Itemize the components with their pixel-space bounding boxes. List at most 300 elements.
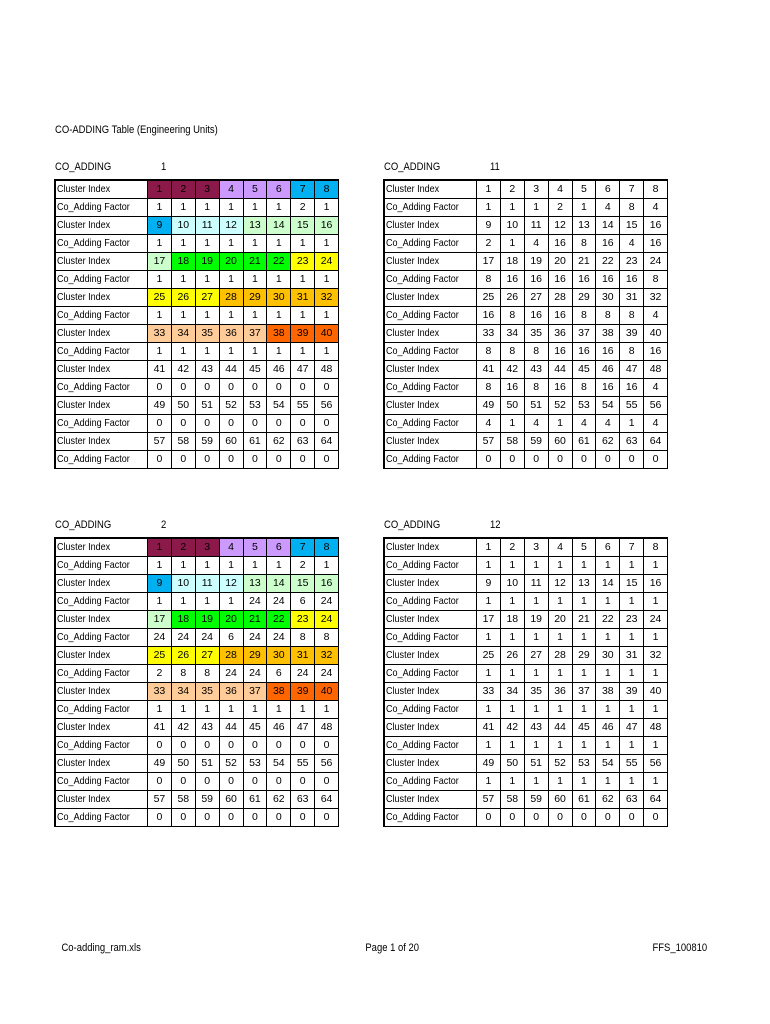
cluster-index-cell: 49 — [477, 755, 501, 773]
coadding-factor-cell: 0 — [315, 809, 339, 827]
coadding-factor-cell: 0 — [291, 809, 315, 827]
cluster-index-cell: 13 — [572, 217, 596, 235]
coadding-factor-row — [55, 379, 339, 397]
cluster-index-cell: 19 — [195, 253, 219, 271]
cluster-index-cell: 59 — [524, 791, 548, 809]
cluster-index-cell: 59 — [524, 433, 548, 451]
coadding-factor-cell: 1 — [291, 307, 315, 325]
cluster-index-cell: 44 — [548, 361, 572, 379]
cluster-index-cell: 32 — [644, 289, 668, 307]
coadding-factor-cell: 1 — [620, 593, 644, 611]
cluster-index-cell: 8 — [315, 180, 339, 199]
cluster-index-cell: 31 — [620, 289, 644, 307]
cluster-index-cell: 15 — [291, 575, 315, 593]
coadding-factor-cell: 8 — [524, 343, 548, 361]
coadding-factor-cell: 0 — [620, 809, 644, 827]
cluster-index-cell: 8 — [315, 538, 339, 557]
coadding-factor-cell: 16 — [548, 343, 572, 361]
block-header — [383, 160, 668, 179]
row-label-text: Cluster Index — [57, 219, 111, 231]
cluster-index-cell: 14 — [596, 575, 620, 593]
coadding-factor-cell: 0 — [596, 451, 620, 469]
coadding-factor-row — [384, 593, 668, 611]
coadding-factor-cell: 1 — [219, 307, 243, 325]
row-label — [384, 647, 477, 665]
cluster-index-cell: 49 — [148, 397, 172, 415]
cluster-index-cell: 1 — [148, 538, 172, 557]
row-label-text: Cluster Index — [386, 649, 440, 661]
cluster-index-cell: 35 — [524, 325, 548, 343]
cluster-index-row — [55, 397, 339, 415]
coadding-factor-cell: 16 — [644, 235, 668, 253]
cluster-index-cell: 25 — [148, 647, 172, 665]
coadding-factor-cell: 16 — [596, 343, 620, 361]
coadding-factor-cell: 1 — [477, 557, 501, 575]
cluster-index-cell: 49 — [477, 397, 501, 415]
cluster-index-cell: 2 — [171, 180, 195, 199]
cluster-index-cell: 55 — [291, 755, 315, 773]
cluster-index-cell: 63 — [620, 791, 644, 809]
coadding-factor-cell: 16 — [524, 271, 548, 289]
coadding-factor-cell: 0 — [291, 415, 315, 433]
coadding-factor-cell: 1 — [644, 629, 668, 647]
row-label-text: Cluster Index — [386, 219, 440, 231]
row-label-text: Cluster Index — [386, 435, 440, 447]
row-label — [384, 235, 477, 253]
row-label-text: Co_Adding Factor — [386, 417, 459, 429]
coadding-factor-cell: 1 — [620, 665, 644, 683]
coadding-factor-cell: 1 — [267, 343, 291, 361]
cluster-index-cell: 1 — [477, 538, 501, 557]
row-label-text: Cluster Index — [386, 327, 440, 339]
coadding-factor-cell: 0 — [148, 773, 172, 791]
cluster-index-cell: 41 — [477, 719, 501, 737]
coadding-factor-row — [384, 629, 668, 647]
cluster-index-cell: 18 — [171, 253, 195, 271]
cluster-index-cell: 50 — [500, 397, 524, 415]
coadding-factor-cell: 0 — [291, 451, 315, 469]
row-label-text: Co_Adding Factor — [386, 631, 459, 643]
row-label — [55, 755, 148, 773]
row-label-text: Cluster Index — [57, 577, 111, 589]
cluster-index-cell: 37 — [243, 683, 267, 701]
row-label-text: Co_Adding Factor — [57, 703, 130, 715]
coadding-factor-cell: 0 — [243, 451, 267, 469]
cluster-index-cell: 50 — [171, 755, 195, 773]
row-label-text: Co_Adding Factor — [57, 273, 130, 285]
coadding-factor-cell: 1 — [644, 557, 668, 575]
coadding-factor-cell: 1 — [219, 593, 243, 611]
cluster-index-cell: 53 — [243, 755, 267, 773]
cluster-index-cell: 47 — [291, 361, 315, 379]
coadding-factor-cell: 0 — [243, 415, 267, 433]
coadding-factor-row — [384, 701, 668, 719]
coadding-factor-row — [55, 629, 339, 647]
coadding-factor-cell: 1 — [477, 593, 501, 611]
cluster-index-cell: 63 — [291, 433, 315, 451]
coadding-factor-cell: 8 — [315, 629, 339, 647]
coadding-factor-cell: 0 — [195, 773, 219, 791]
cluster-index-cell: 53 — [243, 397, 267, 415]
cluster-index-cell: 45 — [243, 719, 267, 737]
cluster-index-row — [55, 433, 339, 451]
coadding-factor-cell: 1 — [148, 593, 172, 611]
cluster-index-cell: 27 — [195, 289, 219, 307]
coadding-factor-cell: 1 — [195, 235, 219, 253]
coadding-table — [383, 537, 668, 827]
coadding-factor-cell: 1 — [644, 665, 668, 683]
cluster-index-cell: 8 — [644, 538, 668, 557]
row-label-text: Cluster Index — [386, 255, 440, 267]
coadding-factor-cell: 1 — [477, 737, 501, 755]
row-label-text: Cluster Index — [57, 793, 111, 805]
coadding-factor-cell: 1 — [243, 307, 267, 325]
coadding-factor-row — [384, 809, 668, 827]
coadding-factor-cell: 1 — [524, 701, 548, 719]
coadding-factor-cell: 0 — [291, 737, 315, 755]
cluster-index-cell: 38 — [596, 325, 620, 343]
cluster-index-cell: 50 — [500, 755, 524, 773]
row-label — [384, 397, 477, 415]
coadding-table — [54, 179, 339, 469]
cluster-index-cell: 22 — [596, 253, 620, 271]
coadding-factor-row — [55, 665, 339, 683]
cluster-index-cell: 53 — [572, 397, 596, 415]
cluster-index-cell: 15 — [291, 217, 315, 235]
coadding-factor-row — [384, 451, 668, 469]
row-label-text: Co_Adding Factor — [386, 595, 459, 607]
coadding-factor-cell: 1 — [572, 773, 596, 791]
cluster-index-cell: 46 — [596, 361, 620, 379]
coadding-factor-cell: 0 — [195, 451, 219, 469]
coadding-factor-cell: 2 — [548, 199, 572, 217]
coadding-factor-cell: 1 — [171, 593, 195, 611]
coadding-block-1 — [54, 160, 339, 469]
row-label-text: Co_Adding Factor — [57, 453, 130, 465]
cluster-index-cell: 18 — [500, 253, 524, 271]
coadding-factor-cell: 1 — [548, 737, 572, 755]
cluster-index-row — [55, 289, 339, 307]
coadding-factor-cell: 1 — [291, 235, 315, 253]
row-label — [55, 451, 148, 469]
row-label-text: Co_Adding Factor — [386, 273, 459, 285]
coadding-factor-cell: 1 — [291, 701, 315, 719]
coadding-factor-cell: 2 — [291, 199, 315, 217]
cluster-index-cell: 64 — [644, 433, 668, 451]
row-label — [384, 629, 477, 647]
cluster-index-cell: 60 — [219, 433, 243, 451]
cluster-index-cell: 50 — [171, 397, 195, 415]
row-label — [55, 647, 148, 665]
cluster-index-cell: 36 — [219, 325, 243, 343]
cluster-index-cell: 58 — [171, 433, 195, 451]
cluster-index-cell: 32 — [644, 647, 668, 665]
cluster-index-cell: 56 — [315, 755, 339, 773]
coadding-factor-cell: 0 — [267, 415, 291, 433]
cluster-index-cell: 52 — [219, 755, 243, 773]
cluster-index-cell: 34 — [500, 683, 524, 701]
coadding-factor-cell: 1 — [620, 415, 644, 433]
row-label — [55, 575, 148, 593]
cluster-index-cell: 57 — [477, 433, 501, 451]
cluster-index-cell: 12 — [548, 575, 572, 593]
cluster-index-cell: 5 — [243, 180, 267, 199]
coadding-factor-cell: 0 — [171, 737, 195, 755]
coadding-factor-cell: 1 — [477, 629, 501, 647]
coadding-factor-cell: 24 — [195, 629, 219, 647]
coadding-factor-cell: 8 — [620, 307, 644, 325]
block-header — [54, 160, 339, 179]
cluster-index-cell: 38 — [596, 683, 620, 701]
coadding-factor-cell: 16 — [572, 343, 596, 361]
block-header-value: 1 — [161, 161, 167, 173]
row-label-text: Cluster Index — [386, 613, 440, 625]
coadding-factor-cell: 1 — [500, 557, 524, 575]
cluster-index-cell: 63 — [291, 791, 315, 809]
coadding-factor-cell: 1 — [572, 737, 596, 755]
cluster-index-cell: 48 — [644, 719, 668, 737]
row-label — [55, 538, 148, 557]
cluster-index-cell: 45 — [572, 361, 596, 379]
coadding-factor-cell: 8 — [291, 629, 315, 647]
row-label — [55, 809, 148, 827]
cluster-index-cell: 2 — [500, 180, 524, 199]
cluster-index-cell: 46 — [267, 719, 291, 737]
coadding-factor-cell: 0 — [148, 415, 172, 433]
coadding-factor-cell: 1 — [500, 235, 524, 253]
cluster-index-cell: 4 — [548, 180, 572, 199]
cluster-index-cell: 29 — [243, 289, 267, 307]
coadding-factor-cell: 1 — [500, 593, 524, 611]
cluster-index-cell: 47 — [620, 361, 644, 379]
coadding-factor-cell: 24 — [243, 593, 267, 611]
cluster-index-cell: 20 — [219, 253, 243, 271]
row-label — [384, 737, 477, 755]
coadding-factor-cell: 8 — [477, 271, 501, 289]
cluster-index-cell: 45 — [243, 361, 267, 379]
coadding-factor-cell: 1 — [596, 665, 620, 683]
cluster-index-cell: 34 — [171, 683, 195, 701]
coadding-factor-cell: 8 — [644, 271, 668, 289]
coadding-factor-cell: 1 — [548, 415, 572, 433]
coadding-factor-cell: 8 — [500, 307, 524, 325]
cluster-index-cell: 61 — [572, 433, 596, 451]
coadding-factor-cell: 0 — [219, 737, 243, 755]
cluster-index-cell: 4 — [219, 180, 243, 199]
row-label-text: Cluster Index — [386, 541, 440, 553]
cluster-index-cell: 14 — [267, 217, 291, 235]
coadding-factor-cell: 1 — [524, 593, 548, 611]
row-label-text: Co_Adding Factor — [386, 381, 459, 393]
row-label — [384, 575, 477, 593]
coadding-factor-cell: 1 — [500, 773, 524, 791]
coadding-factor-cell: 1 — [500, 665, 524, 683]
row-label — [55, 325, 148, 343]
cluster-index-cell: 7 — [291, 538, 315, 557]
coadding-factor-cell: 1 — [477, 199, 501, 217]
cluster-index-cell: 63 — [620, 433, 644, 451]
cluster-index-cell: 39 — [620, 325, 644, 343]
coadding-factor-cell: 1 — [171, 307, 195, 325]
coadding-factor-cell: 0 — [477, 451, 501, 469]
row-label-text: Co_Adding Factor — [386, 309, 459, 321]
coadding-factor-row — [384, 271, 668, 289]
coadding-factor-row — [55, 271, 339, 289]
cluster-index-cell: 9 — [148, 575, 172, 593]
coadding-factor-cell: 0 — [572, 809, 596, 827]
coadding-factor-cell: 1 — [195, 271, 219, 289]
row-label — [55, 235, 148, 253]
cluster-index-cell: 28 — [548, 289, 572, 307]
coadding-factor-cell: 0 — [644, 451, 668, 469]
cluster-index-cell: 6 — [596, 538, 620, 557]
cluster-index-cell: 20 — [219, 611, 243, 629]
coadding-factor-cell: 4 — [644, 199, 668, 217]
coadding-block-2 — [54, 518, 339, 827]
cluster-index-row — [384, 289, 668, 307]
coadding-factor-cell: 1 — [315, 235, 339, 253]
coadding-factor-cell: 0 — [572, 451, 596, 469]
coadding-factor-cell: 16 — [548, 379, 572, 397]
row-label-text: Co_Adding Factor — [57, 739, 130, 751]
cluster-index-cell: 35 — [524, 683, 548, 701]
coadding-factor-row — [384, 773, 668, 791]
cluster-index-cell: 33 — [477, 683, 501, 701]
coadding-factor-cell: 0 — [171, 415, 195, 433]
coadding-block-12 — [383, 518, 668, 827]
coadding-factor-cell: 8 — [596, 307, 620, 325]
row-label — [55, 289, 148, 307]
cluster-index-cell: 51 — [195, 755, 219, 773]
coadding-factor-row — [55, 809, 339, 827]
cluster-index-cell: 53 — [572, 755, 596, 773]
cluster-index-cell: 37 — [243, 325, 267, 343]
cluster-index-cell: 34 — [500, 325, 524, 343]
coadding-factor-cell: 1 — [243, 235, 267, 253]
row-label-text: Co_Adding Factor — [57, 417, 130, 429]
cluster-index-cell: 36 — [219, 683, 243, 701]
coadding-factor-cell: 16 — [548, 271, 572, 289]
coadding-factor-cell: 1 — [620, 629, 644, 647]
cluster-index-cell: 38 — [267, 325, 291, 343]
coadding-factor-cell: 1 — [596, 737, 620, 755]
row-label — [384, 361, 477, 379]
coadding-factor-cell: 0 — [171, 773, 195, 791]
coadding-factor-cell: 1 — [195, 557, 219, 575]
cluster-index-cell: 3 — [195, 538, 219, 557]
cluster-index-cell: 28 — [548, 647, 572, 665]
row-label-text: Co_Adding Factor — [57, 381, 130, 393]
row-label — [55, 557, 148, 575]
cluster-index-cell: 41 — [148, 719, 172, 737]
cluster-index-cell: 51 — [524, 397, 548, 415]
coadding-factor-cell: 1 — [171, 199, 195, 217]
cluster-index-cell: 30 — [596, 647, 620, 665]
cluster-index-cell: 11 — [524, 217, 548, 235]
coadding-factor-cell: 1 — [548, 665, 572, 683]
row-label — [55, 397, 148, 415]
coadding-factor-cell: 2 — [148, 665, 172, 683]
coadding-factor-cell: 0 — [243, 737, 267, 755]
row-label-text: Cluster Index — [57, 435, 111, 447]
row-label-text: Co_Adding Factor — [386, 811, 459, 823]
row-label — [55, 307, 148, 325]
coadding-factor-cell: 1 — [644, 701, 668, 719]
coadding-factor-cell: 0 — [315, 415, 339, 433]
row-label — [384, 809, 477, 827]
coadding-factor-cell: 4 — [644, 379, 668, 397]
coadding-factor-cell: 8 — [477, 343, 501, 361]
cluster-index-cell: 32 — [315, 289, 339, 307]
cluster-index-cell: 22 — [267, 611, 291, 629]
coadding-factor-cell: 1 — [267, 271, 291, 289]
coadding-factor-cell: 0 — [267, 737, 291, 755]
cluster-index-cell: 16 — [315, 575, 339, 593]
cluster-index-cell: 58 — [500, 791, 524, 809]
coadding-factor-cell: 1 — [644, 773, 668, 791]
row-label-text: Co_Adding Factor — [386, 667, 459, 679]
cluster-index-row — [384, 538, 668, 557]
coadding-factor-cell: 8 — [477, 379, 501, 397]
coadding-factor-cell: 4 — [524, 415, 548, 433]
cluster-index-cell: 18 — [500, 611, 524, 629]
cluster-index-row — [55, 538, 339, 557]
row-label-text: Cluster Index — [386, 757, 440, 769]
coadding-factor-cell: 1 — [219, 557, 243, 575]
coadding-factor-cell: 4 — [596, 415, 620, 433]
cluster-index-cell: 62 — [596, 433, 620, 451]
coadding-factor-row — [384, 415, 668, 433]
cluster-index-cell: 40 — [644, 325, 668, 343]
block-header-value: 11 — [490, 161, 500, 173]
coadding-factor-cell: 1 — [548, 557, 572, 575]
cluster-index-cell: 33 — [148, 325, 172, 343]
coadding-factor-cell: 1 — [267, 307, 291, 325]
cluster-index-cell: 47 — [291, 719, 315, 737]
coadding-factor-cell: 24 — [219, 665, 243, 683]
cluster-index-cell: 61 — [243, 791, 267, 809]
coadding-factor-row — [55, 701, 339, 719]
coadding-factor-cell: 2 — [291, 557, 315, 575]
cluster-index-cell: 13 — [572, 575, 596, 593]
cluster-index-cell: 43 — [524, 361, 548, 379]
cluster-index-row — [384, 397, 668, 415]
coadding-factor-cell: 1 — [195, 307, 219, 325]
cluster-index-cell: 19 — [524, 253, 548, 271]
coadding-factor-cell: 1 — [644, 737, 668, 755]
cluster-index-cell: 64 — [644, 791, 668, 809]
row-label-text: Co_Adding Factor — [57, 309, 130, 321]
coadding-factor-cell: 0 — [267, 773, 291, 791]
cluster-index-cell: 15 — [620, 575, 644, 593]
footer-code-text: FFS_100810 — [652, 942, 708, 954]
coadding-factor-cell: 0 — [195, 415, 219, 433]
row-label — [384, 557, 477, 575]
cluster-index-cell: 24 — [315, 611, 339, 629]
cluster-index-cell: 28 — [219, 289, 243, 307]
row-label — [384, 791, 477, 809]
coadding-factor-cell: 1 — [267, 701, 291, 719]
coadding-factor-cell: 0 — [548, 451, 572, 469]
cluster-index-cell: 23 — [291, 253, 315, 271]
row-label-text: Cluster Index — [57, 721, 111, 733]
coadding-factor-cell: 0 — [267, 451, 291, 469]
row-label-text: Cluster Index — [57, 363, 111, 375]
cluster-index-row — [55, 217, 339, 235]
cluster-index-cell: 14 — [596, 217, 620, 235]
cluster-index-cell: 41 — [148, 361, 172, 379]
row-label-text: Cluster Index — [386, 793, 440, 805]
